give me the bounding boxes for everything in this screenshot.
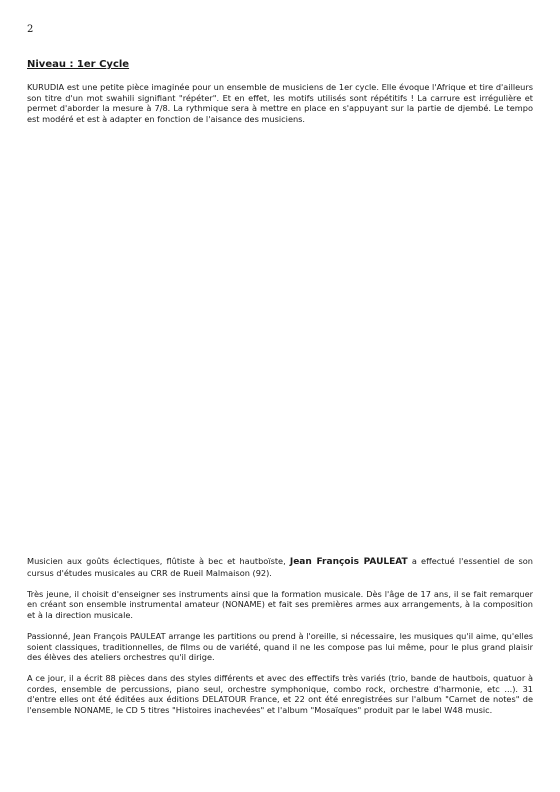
composer-name: Jean François PAULEAT — [289, 557, 408, 567]
bio-paragraph-1 — [27, 556, 533, 578]
bio-paragraph-1-tail: a effectué l'essentiel de son cursus d'études musicales au CRR de Rueil Malmaison (92). — [27, 556, 533, 578]
bio-paragraph-1-lead: Musicien aux goûts éclectiques, flûtiste à bec et hautboïste, — [27, 556, 290, 566]
bio-paragraph-2: Très jeune, il choisit d'enseigner ses instruments ainsi que la formation musicale. Dès l'âge de 17 ans, il se fait remarquer en créant son ensemble instrumental amateur (NONAME) et fait ses premières armes aux arrangements, à la composition et à la direction musicale. — [27, 588, 533, 620]
page-number: 2 — [27, 24, 34, 35]
composer-biography — [27, 556, 533, 726]
bio-paragraph-3: Passionné, Jean François PAULEAT arrange les partitions ou prend à l'oreille, si nécessaire, les musiques qu'il aime, qu'elles soient classiques, traditionnelles, de films ou de variété, quand il ne les compose pas lui même, pour le plus grand plaisir des élèves des ateliers orchestres qu'il dirige. — [27, 630, 533, 663]
intro-paragraph: KURUDIA est une petite pièce imaginée pour un ensemble de musiciens de 1er cycle. Elle évoque l'Afrique et tire d'ailleurs son titre d'un mot swahili signifiant "répéter". Et en effet, les motifs utilisés sont répétitifs ! La carrure est irrégulière et permet d'aborder la mesure à 7/8. La rythmique sera à mettre en place en s'appuyant sur la partie de djembé. Le tempo est modéré et est à adapter en fonction de l'aisance des musiciens. — [27, 82, 533, 124]
bio-paragraph-4: A ce jour, il a écrit 88 pièces dans des styles différents et avec des effectifs très variés (trio, bande de hautbois, quatuor à cordes, ensemble de percussions, piano seul, orchestre symphonique, combo rock, orchestre d'harmonie, etc ...). 31 d'entre elles ont été éditées aux éditions DELATOUR France, et 22 ont été enregistrées sur l'album "Carnet de notes" de l'ensemble NONAME, le CD 5 titres "Histoires inachevées" et l'album "Mosaïques" produit par le label W48 music. — [27, 673, 533, 716]
level-heading: Niveau : 1er Cycle — [27, 59, 130, 70]
